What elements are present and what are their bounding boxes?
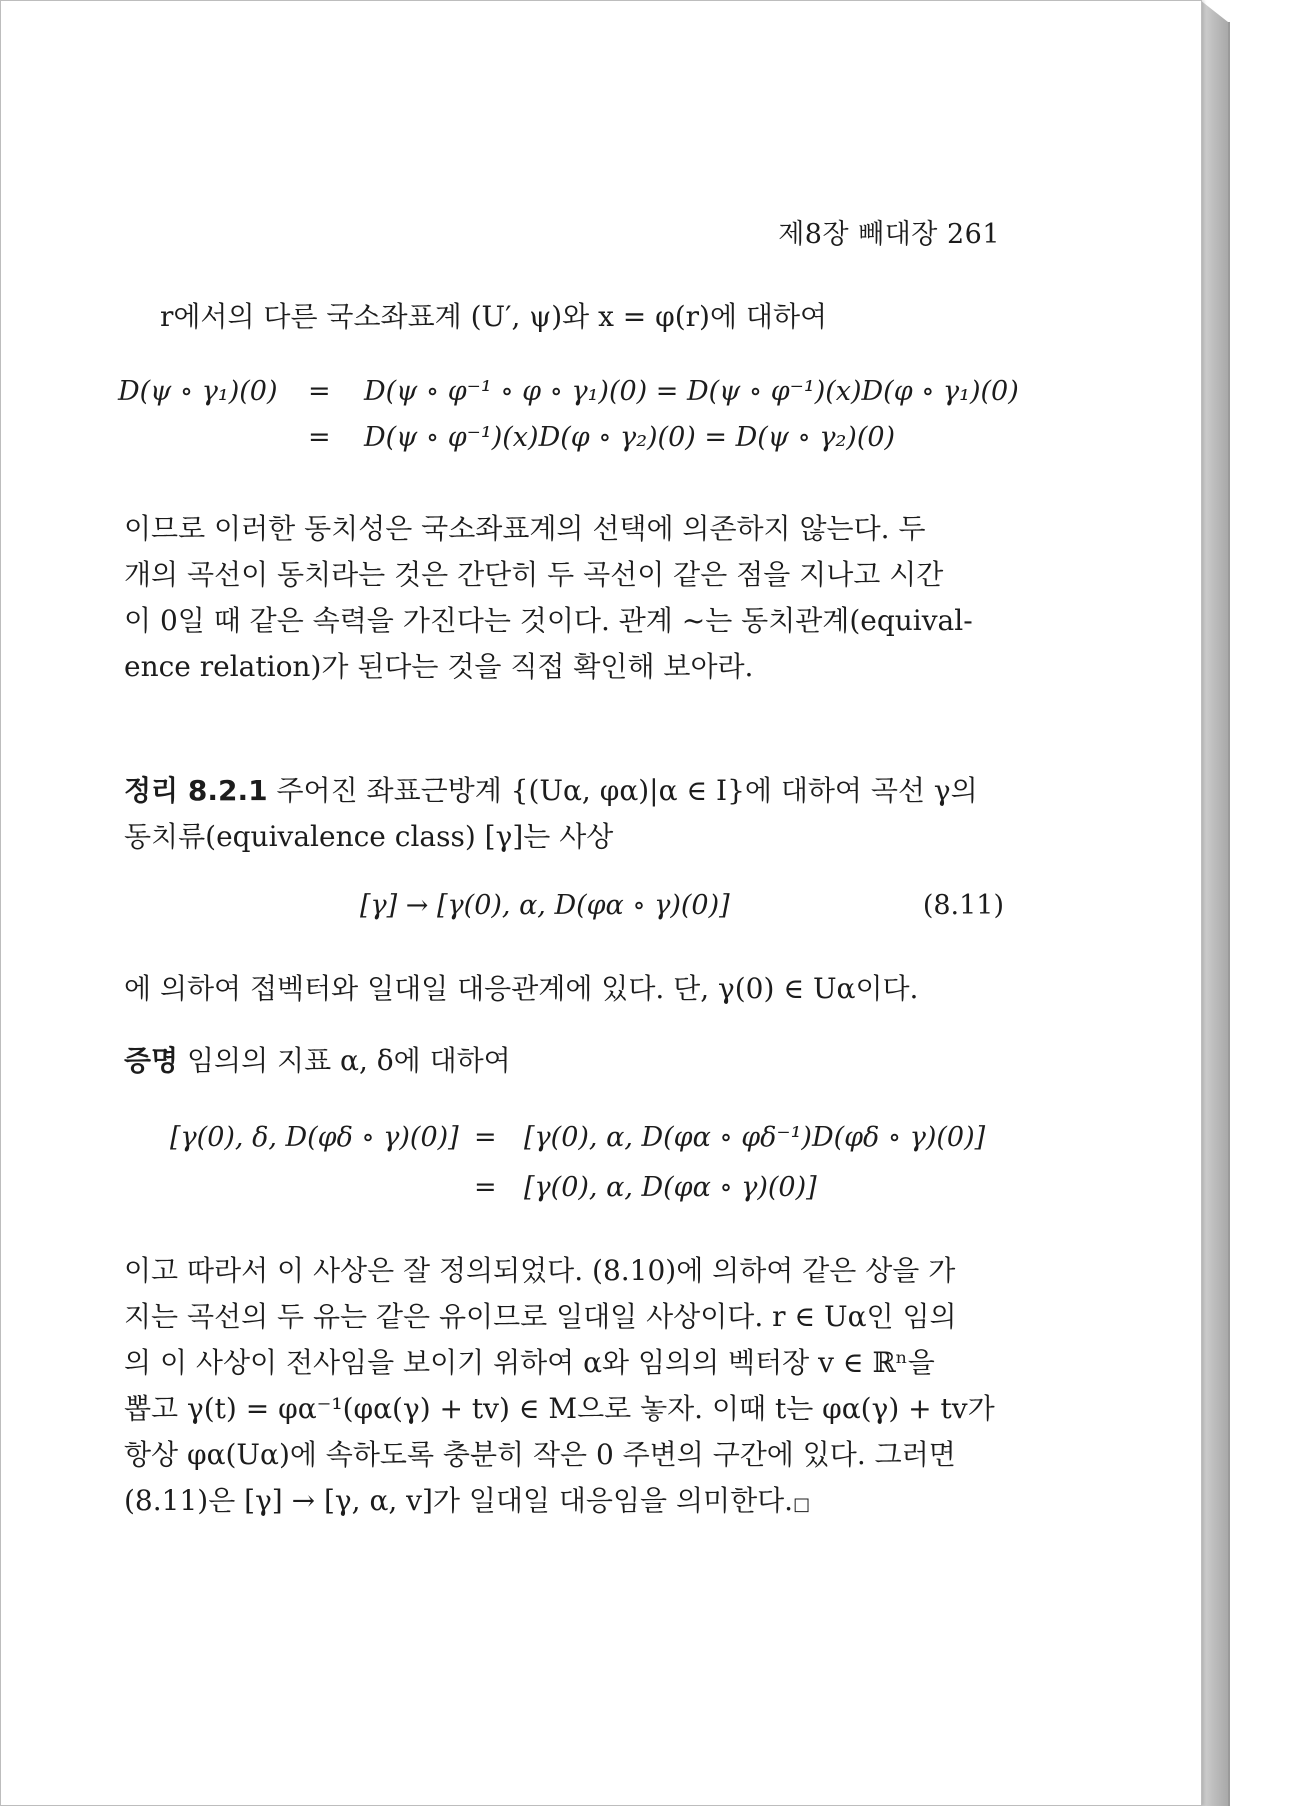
theorem-line-2: 동치류(equivalence class) [γ]는 사상 — [124, 820, 614, 853]
proof-intro — [124, 1038, 1004, 1084]
equation-1-equals-1: = — [308, 376, 331, 407]
paragraph-1-line-1: 이므로 이러한 동치성은 국소좌표계의 선택에 의존하지 않는다. 두 — [124, 512, 926, 545]
equation-3-lhs: [γ(0), δ, D(φδ ∘ γ)(0)] — [170, 1122, 459, 1153]
equation-8-11-formula: [γ] → [γ(0), α, D(φα ∘ γ)(0)] — [360, 890, 730, 921]
equation-3-rhs-2: [γ(0), α, D(φα ∘ γ)(0)] — [524, 1172, 817, 1203]
paragraph-3-line-2: 지는 곡선의 두 유는 같은 유이므로 일대일 사상이다. r ∈ Uα인 임의 — [124, 1300, 957, 1333]
equation-3-equals-1: = — [474, 1122, 497, 1153]
running-head: 제8장 빼대장 261 — [778, 219, 1000, 250]
equation-1-equals-2: = — [308, 422, 331, 453]
paragraph-2: 에 의하여 접벡터와 일대일 대응관계에 있다. 단, γ(0) ∈ Uα이다. — [124, 972, 919, 1005]
equation-1-rhs-2: D(ψ ∘ φ⁻¹)(x)D(φ ∘ γ₂)(0) = D(ψ ∘ γ₂)(0) — [364, 422, 896, 453]
equation-8-11 — [124, 890, 1004, 930]
theorem-8-2-1 — [124, 768, 1004, 860]
paragraph-3-line-6-text: (8.11)은 [γ] → [γ, α, v]가 일대일 대응임을 의미한다. — [124, 1484, 794, 1517]
page-curl — [1200, 0, 1228, 1806]
proof-label: 증명 — [124, 1044, 179, 1077]
qed-symbol: □ — [793, 1494, 811, 1515]
theorem-text-1: 주어진 좌표근방계 {(Uα, φα)|α ∈ I}에 대하여 곡선 γ의 — [267, 774, 978, 807]
paragraph-3-line-6 — [124, 1478, 1004, 1528]
paragraph-1-line-2: 개의 곡선이 동치라는 것은 간단히 두 곡선이 같은 점을 지나고 시간 — [124, 558, 944, 591]
equation-3 — [170, 1118, 1010, 1208]
intro-line: r에서의 다른 국소좌표계 (U′, ψ)와 x = φ(r)에 대하여 — [160, 300, 828, 333]
paragraph-3-line-3: 의 이 사상이 전사임을 보이기 위하여 α와 임의의 벡터장 v ∈ ℝⁿ을 — [124, 1346, 935, 1379]
equation-3-equals-2: = — [474, 1172, 497, 1203]
paragraph-1-line-3: 이 0일 때 같은 속력을 가진다는 것이다. 관계 ~는 동치관계(equival- — [124, 604, 973, 637]
paragraph-3-line-1: 이고 따라서 이 사상은 잘 정의되었다. (8.10)에 의하여 같은 상을 가 — [124, 1254, 956, 1287]
paragraph-1-line-4: ence relation)가 된다는 것을 직접 확인해 보아라. — [124, 650, 754, 683]
theorem-line-1 — [124, 768, 1004, 814]
page-curl-edge — [1228, 22, 1230, 1806]
theorem-label: 정리 8.2.1 — [124, 774, 268, 807]
paragraph-3-line-4: 뽑고 γ(t) = φα⁻¹(φα(γ) + tv) ∈ M으로 놓자. 이때 t는 φα(γ) + tv가 — [124, 1392, 995, 1425]
equation-1-rhs-1: D(ψ ∘ φ⁻¹ ∘ φ ∘ γ₁)(0) = D(ψ ∘ φ⁻¹)(x)D(φ ∘ γ₁)(0) — [364, 376, 1019, 407]
paragraph-3-line-5: 항상 φα(Uα)에 속하도록 충분히 작은 0 주변의 구간에 있다. 그러면 — [124, 1438, 956, 1471]
equation-1-lhs: D(ψ ∘ γ₁)(0) — [118, 376, 278, 407]
equation-1 — [118, 372, 1018, 462]
equation-number-8-11: (8.11) — [922, 890, 1004, 921]
paragraph-1 — [124, 506, 1004, 690]
equation-3-rhs-1: [γ(0), α, D(φα ∘ φδ⁻¹)D(φδ ∘ γ)(0)] — [524, 1122, 986, 1153]
paragraph-3 — [124, 1248, 1004, 1528]
proof-text: 임의의 지표 α, δ에 대하여 — [178, 1044, 511, 1077]
